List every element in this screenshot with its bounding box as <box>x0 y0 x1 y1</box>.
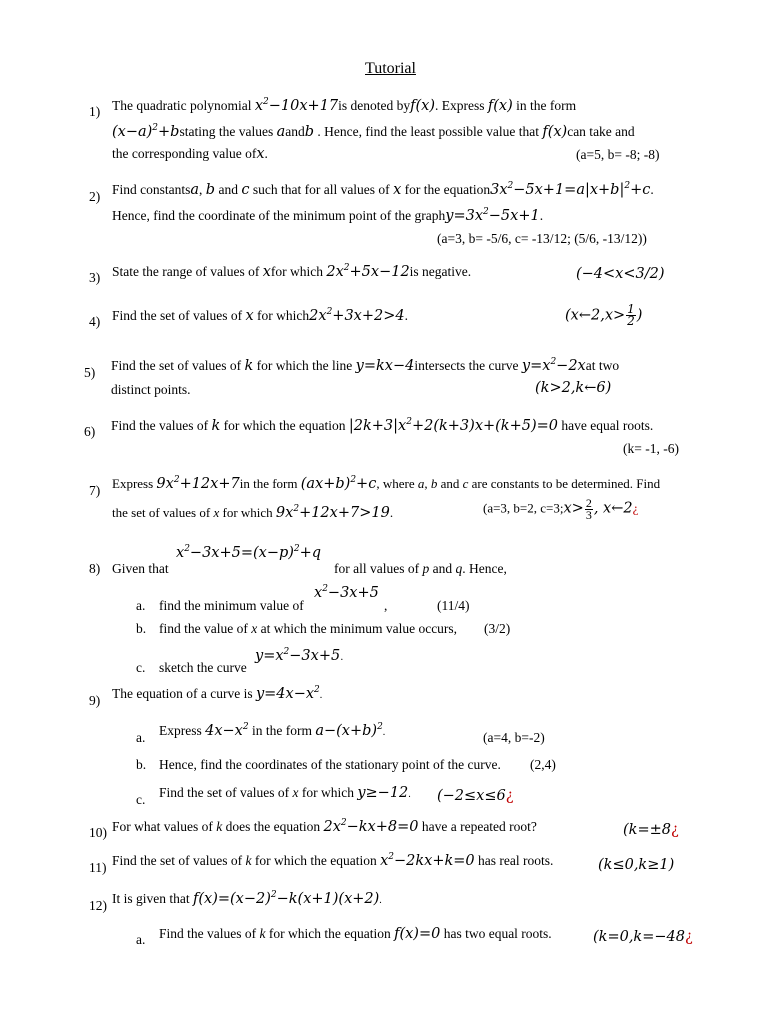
question-number: 12) <box>89 898 107 913</box>
math-expression: $y=x^2-2x$ <box>521 357 586 374</box>
question-number: 5) <box>84 365 96 380</box>
answer: (3/2) <box>484 621 511 636</box>
question-line: Find constantsa, b and c such that for all values of x for the $equation3x^2-5x+1=a|x+b|^2+c$. <box>112 181 654 198</box>
math-expression: $4x-x^2$ <box>205 722 249 739</box>
question-number: 9) <box>89 693 101 708</box>
answer: (k=0,k=−48¿ <box>593 929 693 945</box>
math-expression: f(x) <box>487 98 513 114</box>
sub-label: c. <box>136 660 146 675</box>
question-line: the corresponding value ofx. <box>112 146 268 162</box>
math-expression: $9x^2+12x+7>19$ <box>275 504 390 521</box>
answer: (a=5, b= -8; -8) <box>576 147 660 162</box>
question-line: State the range of values of xfor which $2x^2+5x-12is$ negative. <box>112 263 472 280</box>
answer: (−2≤x≤6¿ <box>437 788 514 804</box>
question-number: 11) <box>89 860 107 875</box>
question-line: The equation of a curve is $y=4x-x^2$. <box>112 685 323 702</box>
answer: (−4<x<3/2) <box>576 266 665 282</box>
math-expression: $x^2-2kx+k=0$ <box>380 852 475 869</box>
math-expression: f(x) <box>542 124 568 140</box>
sub-question: Find the set of values of x for which y≥−12. <box>159 785 411 801</box>
math-expression: f(x) <box>410 98 436 114</box>
answer: (k≤0,k≥1) <box>598 857 675 873</box>
answer: (a=3, b= -5/6, c= -13/12; (5/6, -13/12)) <box>437 231 647 246</box>
question-number: 3) <box>89 270 101 285</box>
question-number: 6) <box>84 424 96 439</box>
sub-label: b. <box>136 757 147 772</box>
broken-char-mark: ¿ <box>684 929 693 945</box>
math-expression: $(x-a)^2+b$ <box>112 123 180 140</box>
sub-question: sketch the curve <box>159 660 247 675</box>
sub-label: a. <box>136 598 146 613</box>
answer: (2,4) <box>530 757 556 772</box>
question-line: It is given that $f(x)=(x-2)^2-k(x+1)(x+2)$. <box>112 890 382 907</box>
question-number: 7) <box>89 483 101 498</box>
math-expression: $9x^2+12x+7$ <box>156 475 240 492</box>
math-expression: $2x^2-kx+8=0$ <box>323 818 419 835</box>
answer: (a=4, b=-2) <box>483 730 545 745</box>
math-expression: $2x^2+5x-12$ <box>326 263 410 280</box>
answer: (a=3, b=2, c=3;x> $\frac{2}{3}$ , x←2¿ <box>483 496 639 522</box>
sub-question: Find the values of k for which the equation f(x)=0 has two equal roots. <box>159 926 552 942</box>
math-expression: y=kx−4 <box>355 358 415 374</box>
math-expression: $y=x^2-3x+5$. <box>255 647 344 664</box>
question-line: Find the set of values of k for which the line y=kx−4intersects the curve $y=x^2-2xat$ two <box>111 357 620 374</box>
broken-char-mark: ¿ <box>670 822 679 838</box>
question-line: $(x-a)^2+bstating$ the values aandb . Hence, find the least possible value that f(x)can take and <box>112 123 635 140</box>
sub-label: c. <box>136 792 146 807</box>
math-expression: $y=4x-x^2$ <box>255 685 320 702</box>
page-title: Tutorial <box>365 60 416 77</box>
math-expression: $3x^2-5x+1=a|x+b|^2+c$ <box>490 181 651 198</box>
math-expression: $x^2-10x+17$ <box>254 97 339 114</box>
answer: (11/4) <box>437 598 470 613</box>
question-line: Find the set of values of x for $which2x^2+3x+2>4$. <box>112 307 408 324</box>
question-number: 2) <box>89 189 101 204</box>
question-number: 1) <box>89 104 101 119</box>
question-line: Find the values of k for which the equation $|2k+3|x^2+2(k+3)x+(k+5)=0$ have equal roots. <box>111 417 654 434</box>
answer: (k>2,k←6) <box>535 380 612 396</box>
sub-question: Hence, find the coordinates of the stationary point of the curve. <box>159 757 501 772</box>
math-expression: $x^2-3x+5$ <box>314 584 379 601</box>
sub-question: Express $4x-x^2$ in the form $a-(x+b)^2$. <box>159 722 386 739</box>
question-line: for all values of p and q. Hence, <box>334 561 507 576</box>
fraction: $\frac{1}{2}$ <box>627 302 635 328</box>
math-expression: $x^2-3x+5=(x-p)^2+q$ <box>176 544 322 561</box>
math-expression: y≥−12 <box>357 785 409 801</box>
question-line: distinct points. <box>111 382 191 397</box>
sub-label: a. <box>136 932 146 947</box>
question-number: 8) <box>89 561 101 576</box>
math-expression: $y=3x^2-5x+1$ <box>445 207 540 224</box>
sub-label: b. <box>136 621 147 636</box>
question-line: Find the set of values of k for which the equation $x^2-2kx+k=0$ has real roots. <box>112 852 554 869</box>
math-expression: $(ax+b)^2+c$ <box>300 475 377 492</box>
question-number: 4) <box>89 314 101 329</box>
question-line: Express $9x^2+12x+7in$ the form $(ax+b)^2+c$, where a, b and c are constants to be determined. Find <box>112 475 661 492</box>
answer: (x←2,x> $\frac{1}{2}$ ) <box>565 302 643 328</box>
answer: (k= -1, -6) <box>623 441 679 456</box>
broken-char-mark: ¿ <box>632 500 639 516</box>
answer: (k=±8¿ <box>623 822 679 838</box>
question-line: the set of values of x for which $9x^2+12x+7>19$. <box>112 504 394 521</box>
question-number: 10) <box>89 825 107 840</box>
sub-question: find the minimum value of <box>159 598 304 613</box>
fraction: $\frac{2}{3}$ <box>585 496 592 522</box>
question-line: Given that <box>112 561 169 576</box>
question-line: For what values of k does the equation $2x^2-kx+8=0$ have a repeated root? <box>112 818 537 835</box>
math-expression: $2x^2+3x+2>4$ <box>309 307 405 324</box>
sub-label: a. <box>136 730 146 745</box>
sub-question: find the value of x at which the minimum value occurs, <box>159 621 458 636</box>
question-line: The quadratic polynomial $x^2-10x+17is$ denoted byf(x). Express f(x) in the form <box>112 97 577 114</box>
math-expression: $|2k+3|x^2+2(k+3)x+(k+5)=0$ <box>348 417 558 434</box>
broken-char-mark: ¿ <box>505 788 514 804</box>
math-expression: $a-(x+b)^2$ <box>315 722 383 739</box>
math-expression: $f(x)=(x-2)^2-k(x+1)(x+2)$ <box>193 890 380 907</box>
question-line: Hence, find the coordinate of the minimum point of the $graphy=3x^2-5x+1$. <box>112 207 544 224</box>
